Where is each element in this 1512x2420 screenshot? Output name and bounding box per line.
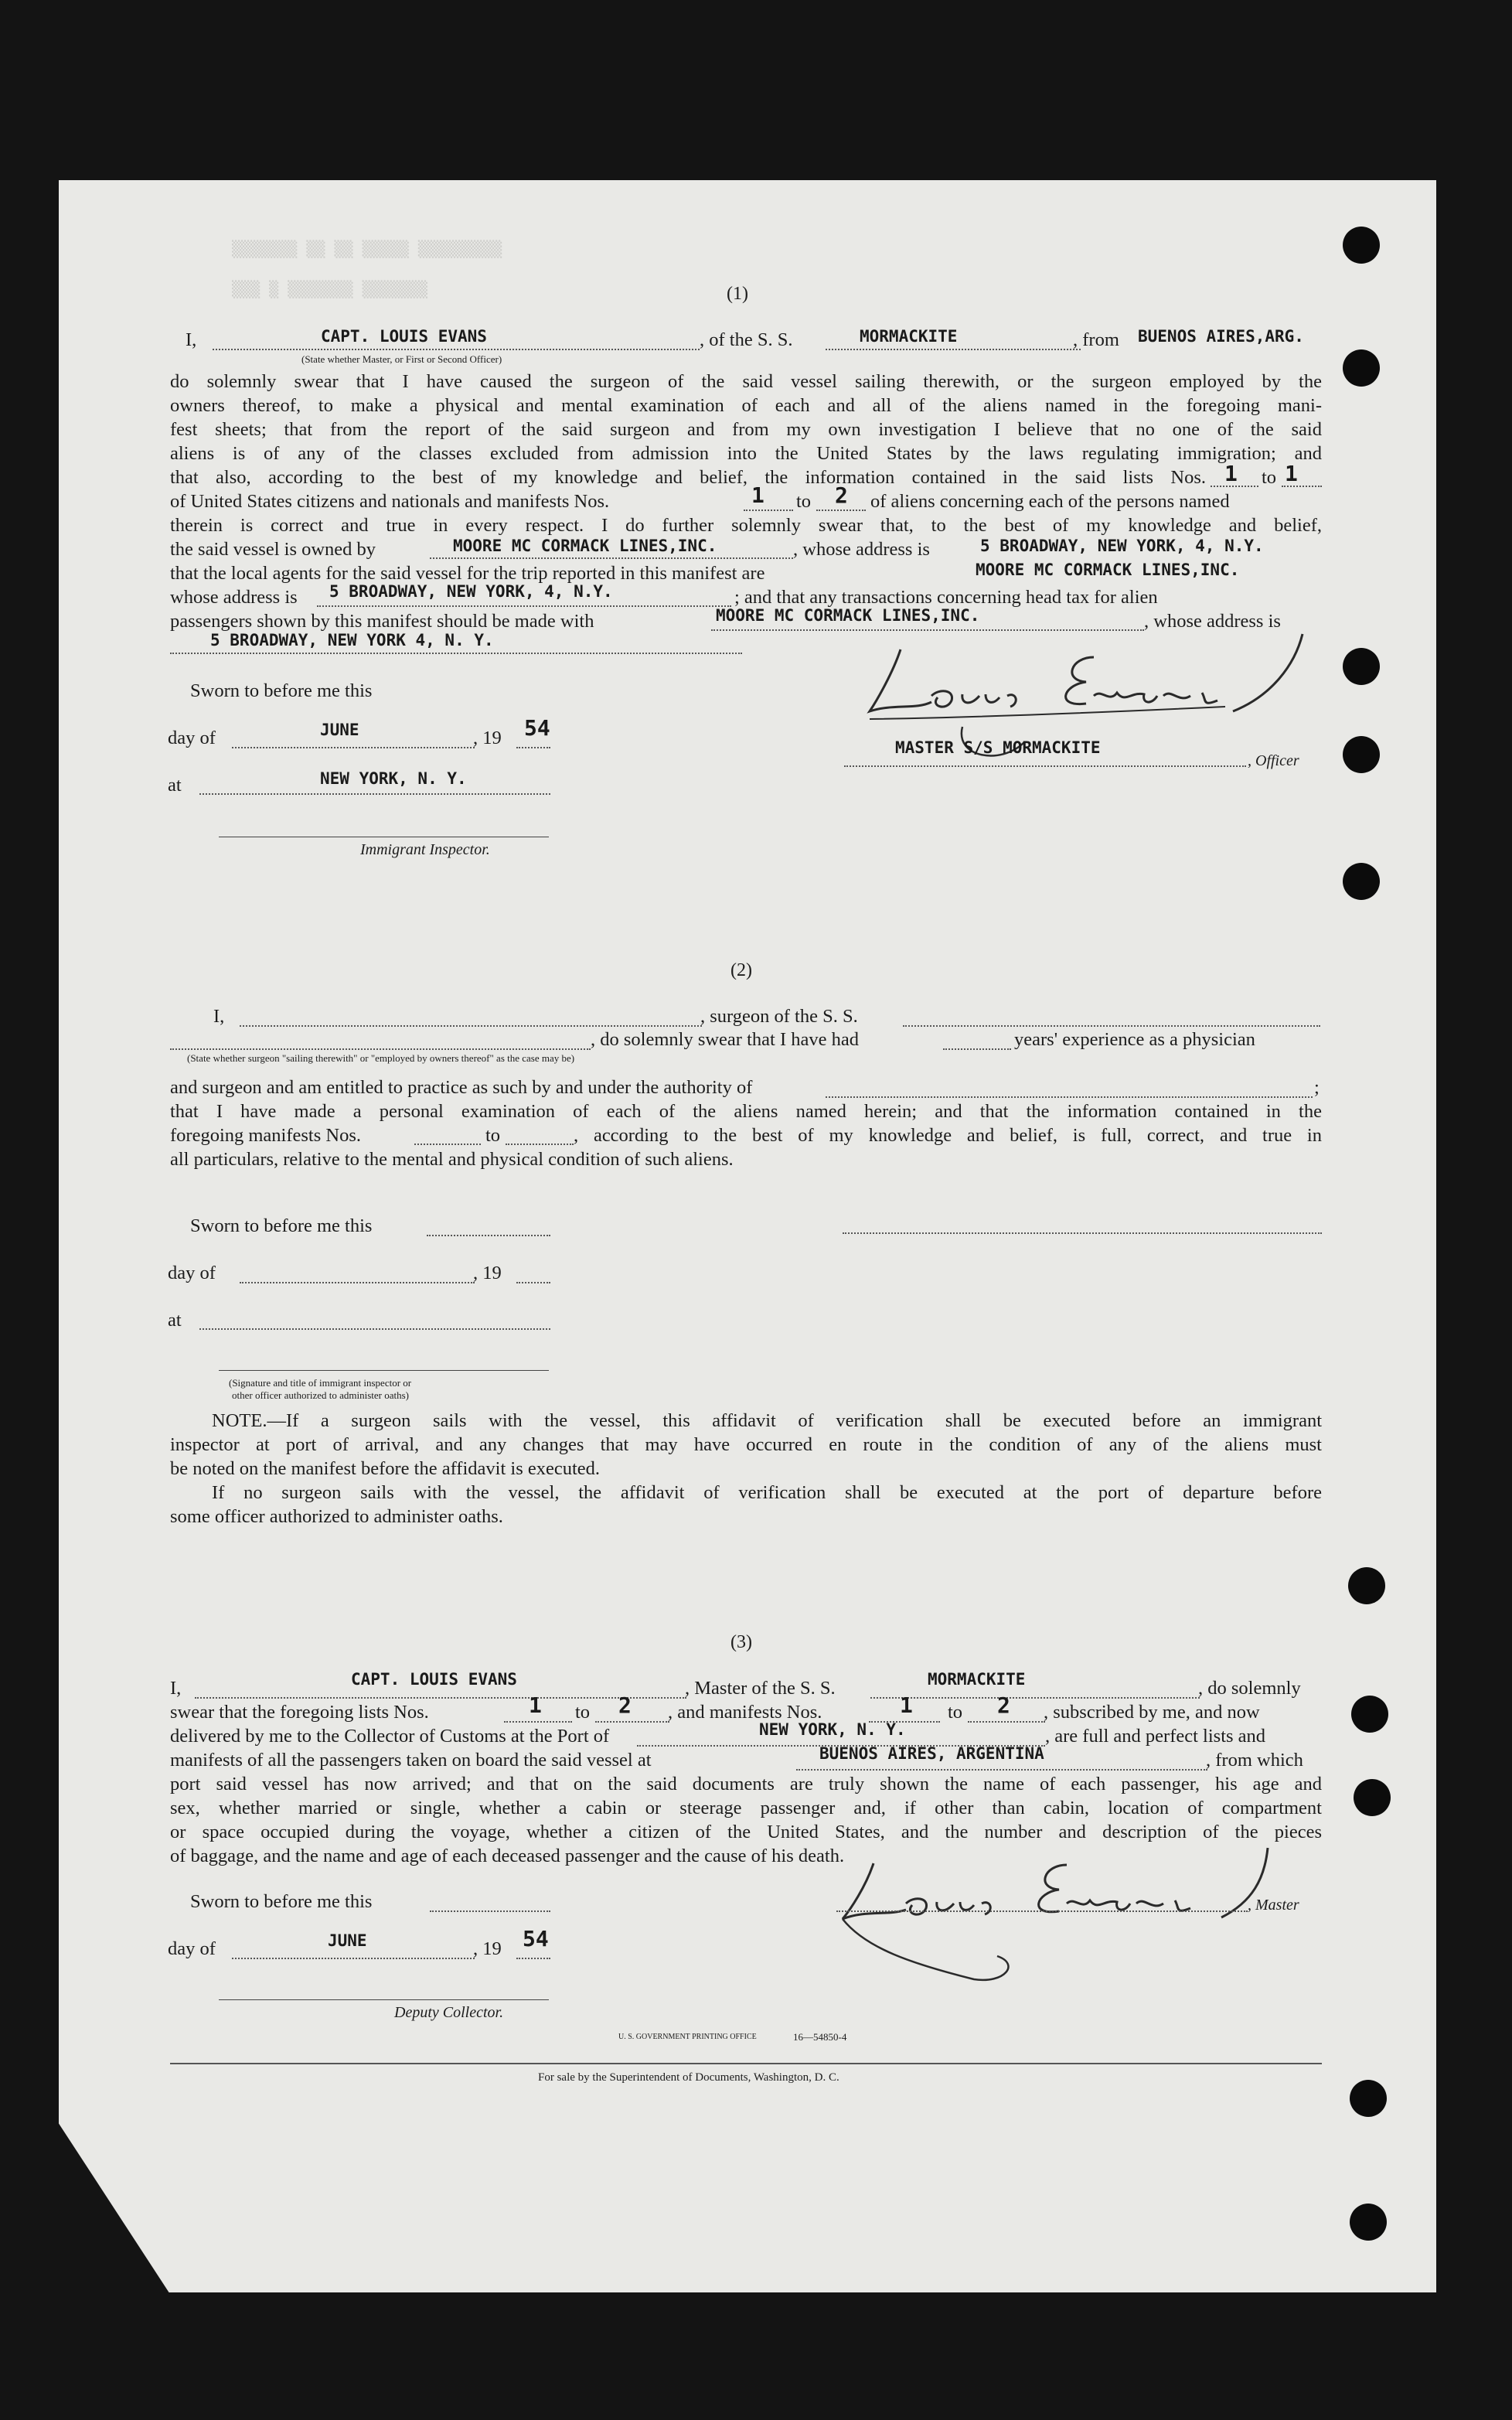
oath-line: sex, whether married or single, whether a cabin or steerage passenger and, if other than cabin, location of compartment (170, 1798, 1322, 1818)
authority-line (826, 1096, 1313, 1098)
man-from-value: 1 (751, 482, 765, 508)
of-ss-label: , of the S. S. (700, 329, 793, 350)
from-which-label: , from which (1206, 1750, 1303, 1771)
section-1-number: (1) (727, 284, 748, 304)
years-line (943, 1048, 1011, 1050)
collector-signature-line (219, 1999, 549, 2000)
owner-address-value: 5 BROADWAY, NEW YORK, 4, N.Y. (980, 537, 1264, 555)
section-3-number: (3) (730, 1632, 752, 1652)
oath-line: , according to the best of my knowledge and belief, is full, correct, and true in (574, 1125, 1322, 1146)
from-port-value: BUENOS AIRES,ARG. (1138, 327, 1304, 346)
sale-notice: For sale by the Superintendent of Documents, Washington, D. C. (538, 2071, 839, 2084)
master-label: , Master (1248, 1897, 1299, 1914)
surgeon-signature-line (843, 1232, 1322, 1234)
man-to-value: 2 (835, 482, 848, 508)
punch-hole (1351, 1696, 1388, 1733)
at-label: at (168, 1310, 182, 1331)
master-of-label: , Master of the S. S. (685, 1678, 836, 1699)
to-label: to (796, 491, 812, 512)
lists-from-value: 1 (1224, 461, 1238, 486)
note-line: NOTE.—If a surgeon sails with the vessel, this affidavit of verification shall be executed before an immigrant (212, 1410, 1322, 1431)
oath-line: of United States citizens and nationals and manifests Nos. (170, 491, 610, 512)
place-line (199, 793, 550, 795)
month-value: JUNE (328, 1931, 367, 1950)
oath-line: port said vessel has now arrived; and that on the said documents are truly shown the name of each passenger, his age and (170, 1774, 1322, 1795)
signature-caption: (Signature and title of immigrant inspector or (229, 1377, 412, 1389)
board-label: manifests of all the passengers taken on board the said vessel at (170, 1750, 652, 1771)
oath-line: ; and that any transactions concerning head tax for alien (734, 587, 1158, 608)
years-label: , do solemnly swear that I have had (591, 1029, 859, 1050)
tax-label: passengers shown by this manifest should be made with (170, 611, 594, 632)
at-label: at (168, 775, 182, 796)
address-label: , whose address is (1144, 611, 1281, 632)
punch-hole (1348, 1567, 1385, 1604)
month-value: JUNE (320, 721, 359, 739)
officer-line (844, 765, 1246, 767)
officer-title-value: MASTER S/S MORMACKITE (895, 738, 1101, 757)
man-to-line (968, 1721, 1045, 1723)
inspector-signature-line (219, 1370, 549, 1371)
sworn-label: Sworn to before me this (190, 1215, 373, 1236)
man-to-line (816, 510, 866, 511)
note-line: If no surgeon sails with the vessel, the affidavit of verification shall be executed at the port of departure before (212, 1482, 1322, 1503)
manifest-to-line (506, 1144, 574, 1145)
place-value: NEW YORK, N. Y. (320, 769, 467, 788)
note-line: inspector at port of arrival, and any changes that may have occurred en route in the condition of any of the aliens must (170, 1434, 1322, 1455)
oath-line: owners thereof, to make a physical and mental examination of each and all of the aliens named in the foregoing mani- (170, 395, 1322, 416)
master-name-line (195, 1697, 686, 1699)
bleed-through: ▒▒▒ ▒ ▒▒▒▒▒▒▒ ▒▒▒▒▒▒▒ (232, 280, 427, 298)
agents-address-value: 5 BROADWAY, NEW YORK, 4, N.Y. (329, 582, 613, 601)
section-2-number: (2) (730, 960, 752, 980)
i-label: I, (186, 329, 197, 350)
owner-value: MOORE MC CORMACK LINES,INC. (453, 537, 717, 555)
address-label: , whose address is (793, 539, 930, 560)
year-prefix: , 19 (473, 728, 502, 748)
day-of-label: day of (168, 728, 216, 748)
surgeon-type-line (170, 1048, 591, 1050)
lists-to-value: 1 (1285, 461, 1298, 486)
tax-address-value: 5 BROADWAY, NEW YORK 4, N. Y. (210, 631, 494, 649)
year-line (516, 1282, 550, 1283)
to-label: to (948, 1702, 963, 1723)
year-line (516, 747, 550, 748)
subscribed-label: , subscribed by me, and now (1044, 1702, 1260, 1723)
authority-label: and surgeon and am entitled to practice as such by and under the authority of (170, 1077, 753, 1098)
bleed-through: ▒▒▒▒▒▒▒ ▒▒ ▒▒ ▒▒▒▒▒ ▒▒▒▒▒▒▒▒▒ (232, 240, 502, 258)
year-prefix: , 19 (473, 1263, 502, 1283)
deputy-label: Deputy Collector. (394, 2004, 504, 2021)
note-line: be noted on the manifest before the affidavit is executed. (170, 1458, 601, 1479)
ship-value: MORMACKITE (928, 1670, 1026, 1689)
month-line (232, 747, 475, 748)
officer-label: , Officer (1248, 752, 1299, 769)
lists-label: swear that the foregoing lists Nos. (170, 1702, 429, 1723)
agents-address-line (317, 605, 731, 607)
year-line (516, 1958, 550, 1959)
oath-line: do solemnly swear that I have caused the surgeon of the said vessel sailing therewith, or the surgeon employed by the (170, 371, 1322, 392)
signature-caption: other officer authorized to administer oaths) (232, 1389, 409, 1401)
oath-line: or space occupied during the voyage, whether a citizen of the United States, and the number and description of the pieces (170, 1822, 1322, 1842)
master-caption: (State whether Master, or First or Second Officer) (301, 353, 502, 365)
master-name-value: CAPT. LOUIS EVANS (351, 1670, 517, 1689)
punch-hole (1343, 349, 1380, 387)
solemnly-label: , do solemnly (1198, 1678, 1301, 1699)
month-line (232, 1958, 475, 1959)
board-port-line (796, 1769, 1207, 1771)
oath-line: all particulars, relative to the mental and physical condition of such aliens. (170, 1149, 734, 1170)
man-from-line (744, 510, 793, 511)
oath-line: that I have made a personal examination of each of the aliens named herein; and that the information contained in the (170, 1101, 1322, 1122)
port-value: NEW YORK, N. Y. (759, 1720, 906, 1739)
ship-line (870, 1697, 1200, 1699)
form-number: 16—54850-4 (793, 2031, 847, 2043)
inspector-label: Immigrant Inspector. (360, 841, 490, 858)
month-line (240, 1282, 475, 1283)
punch-hole (1343, 863, 1380, 900)
physician-label: years' experience as a physician (1014, 1029, 1255, 1050)
lists-to-line (595, 1721, 669, 1723)
oath-line: aliens is of any of the classes excluded from admission into the United States by the laws regulating immigration; and (170, 443, 1322, 464)
port-label: delivered by me to the Collector of Customs at the Port of (170, 1726, 610, 1747)
place-line (199, 1328, 550, 1330)
footer-rule (170, 2063, 1322, 2064)
lists-from-value: 1 (529, 1692, 542, 1718)
owned-by-label: the said vessel is owned by (170, 539, 376, 560)
sworn-label: Sworn to before me this (190, 1891, 373, 1912)
day-of-label: day of (168, 1938, 216, 1959)
tax-address-line (170, 653, 742, 654)
oath-line: therein is correct and true in every respect. I do further solemnly swear that, to the best of my knowledge and belief, (170, 515, 1322, 536)
agents-value: MOORE MC CORMACK LINES,INC. (976, 561, 1240, 579)
sworn-line (427, 1235, 550, 1236)
punch-hole (1343, 227, 1380, 264)
i-label: I, (213, 1006, 225, 1027)
day-of-label: day of (168, 1263, 216, 1283)
manifests-label: foregoing manifests Nos. (170, 1125, 361, 1146)
semicolon: ; (1314, 1077, 1320, 1098)
agents-label: that the local agents for the said vessel for the trip reported in this manifest are (170, 563, 765, 584)
tax-agent-value: MOORE MC CORMACK LINES,INC. (716, 606, 980, 625)
master-name-value: CAPT. LOUIS EVANS (321, 327, 487, 346)
printing-office: U. S. GOVERNMENT PRINTING OFFICE (618, 2033, 757, 2041)
note-line: some officer authorized to administer oaths. (170, 1506, 503, 1527)
lists-from-line (504, 1721, 572, 1723)
master-name-line (213, 349, 700, 350)
oath-line: fest sheets; that from the report of the said surgeon and from my own investigation I believe that no one of the said (170, 419, 1322, 440)
to-label: to (575, 1702, 591, 1723)
to-label: to (1262, 467, 1277, 488)
punch-hole (1350, 2204, 1387, 2241)
sworn-line (430, 1910, 550, 1912)
master-signature-line (836, 1910, 1248, 1912)
manifests-label: , and manifests Nos. (668, 1702, 822, 1723)
ship-line (826, 349, 1081, 350)
to-label: to (485, 1125, 501, 1146)
year-value: 54 (524, 715, 550, 741)
punch-hole (1350, 2080, 1387, 2117)
man-to-value: 2 (997, 1692, 1010, 1718)
surgeon-ship-line (903, 1025, 1320, 1027)
year-value: 54 (523, 1926, 549, 1951)
man-from-value: 1 (900, 1692, 913, 1718)
year-prefix: , 19 (473, 1938, 502, 1959)
address-label: whose address is (170, 587, 298, 608)
i-label: I, (170, 1678, 182, 1699)
manifest-from-line (414, 1144, 481, 1145)
surgeon-caption: (State whether surgeon "sailing therewith" or "employed by owners thereof" as the case may be) (187, 1052, 575, 1064)
sworn-label: Sworn to before me this (190, 680, 373, 701)
punch-hole (1354, 1779, 1391, 1816)
owner-line (430, 557, 793, 559)
board-port-value: BUENOS AIRES, ARGENTINA (819, 1744, 1044, 1763)
oath-line: of baggage, and the name and age of each deceased passenger and the cause of his death. (170, 1846, 845, 1866)
surgeon-of-label: , surgeon of the S. S. (700, 1006, 858, 1027)
surgeon-name-line (240, 1025, 702, 1027)
oath-line: of aliens concerning each of the persons named (870, 491, 1230, 512)
oath-line: that also, according to the best of my knowledge and belief, the information contained in the said lists Nos. (170, 467, 1206, 488)
lists-label: , are full and perfect lists and (1045, 1726, 1266, 1747)
ship-value: MORMACKITE (860, 327, 958, 346)
from-label: , from (1073, 329, 1119, 350)
lists-to-value: 2 (618, 1692, 632, 1718)
